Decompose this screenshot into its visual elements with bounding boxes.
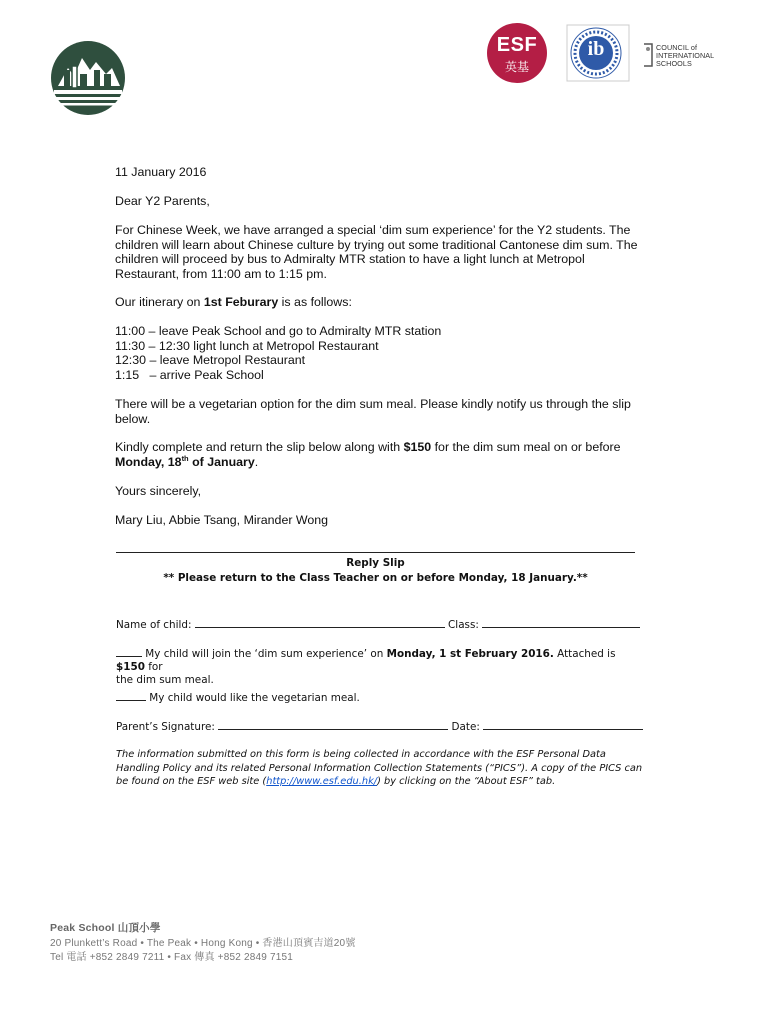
itinerary-item: 11:00 – leave Peak School and go to Admiralty MTR station (115, 324, 442, 338)
privacy-statement: The information submitted on this form is being collected in accordance with the ESF Personal Data Handling Policy and its related Personal Information Collection Statements (“PICS”). A copy of the PICS can be found on the ESF web site (http://www.esf.edu.hk/) by clicking on the “About ESF” tab. (116, 749, 643, 787)
peak-mountain-icon (50, 40, 126, 116)
esf-logo-chinese: 英基 (504, 60, 529, 74)
slip-divider (116, 552, 635, 553)
council-of-international-schools-logo (642, 40, 722, 70)
child-name-field[interactable] (195, 616, 445, 628)
letter-signatories: Mary Liu, Abbie Tsang, Mirander Wong (115, 513, 329, 527)
reply-slip-instruction: ** Please return to the Class Teacher on or before Monday, 18 January.** (163, 572, 588, 584)
esf-website-link[interactable]: http://www.esf.edu.hk/ (266, 776, 378, 787)
itinerary-list (115, 324, 655, 382)
ib-world-school-logo (566, 24, 630, 82)
itinerary-intro: Our itinerary on 1st Feburary is as follows: (115, 295, 352, 309)
letter-date: 11 January 2016 (115, 165, 207, 179)
footer-address: 20 Plunkett’s Road • The Peak • Hong Kong • 香港山頂賓吉道20號 (50, 938, 356, 949)
letter-paragraph-intro: For Chinese Week, we have arranged a special ‘dim sum experience’ for the Y2 students. The children will learn about Chinese culture by trying out some traditional Cantonese dim sum. The children will proceed by bus to Admiralty MTR station to have a light lunch at Metropol Restaurant, from 11:00 am to 1:15 pm. (115, 223, 638, 281)
letter-paragraph-payment: Kindly complete and return the slip below along with $150 for the dim sum meal on or before Monday, 18th of January. (115, 440, 621, 469)
esf-logo (486, 22, 548, 84)
child-name-row: Name of child: Class: (116, 616, 646, 632)
join-row: My child will join the ‘dim sum experience’ on Monday, 1 st February 2016. Attached is $150 for the dim sum meal. (116, 645, 646, 687)
itinerary-item: 1:15 – arrive Peak School (115, 367, 264, 382)
itinerary-item: 12:30 – leave Metropol Restaurant (115, 353, 306, 368)
footer-contact: Tel 電話 +852 2849 7211 • Fax 傳真 +852 2849 7151 (50, 952, 294, 963)
signature-date-field[interactable] (483, 718, 643, 730)
itinerary-item: 11:30 – 12:30 light lunch at Metropol Restaurant (115, 338, 379, 353)
join-checkbox-blank[interactable] (116, 645, 142, 657)
letter-paragraph-vegetarian: There will be a vegetarian option for the dim sum meal. Please kindly notify us through the slip below. (115, 397, 631, 426)
vegetarian-checkbox-blank[interactable] (116, 689, 146, 701)
peak-school-logo (50, 40, 126, 116)
parent-signature-field[interactable] (218, 718, 448, 730)
class-field[interactable] (482, 616, 640, 628)
letter-closing: Yours sincerely, (115, 484, 202, 498)
footer-school-name: Peak School 山頂小學 (50, 922, 161, 934)
ib-logo-text: ib (587, 38, 605, 60)
reply-slip-title: Reply Slip (346, 557, 405, 569)
signature-row: Parent’s Signature: Date: (116, 718, 646, 734)
cis-logo-text: COUNCIL of INTERNATIONAL SCHOOLS (656, 43, 715, 68)
vegetarian-row: My child would like the vegetarian meal. (116, 689, 646, 705)
letter-greeting: Dear Y2 Parents, (115, 194, 210, 208)
esf-logo-text: ESF (496, 34, 538, 56)
